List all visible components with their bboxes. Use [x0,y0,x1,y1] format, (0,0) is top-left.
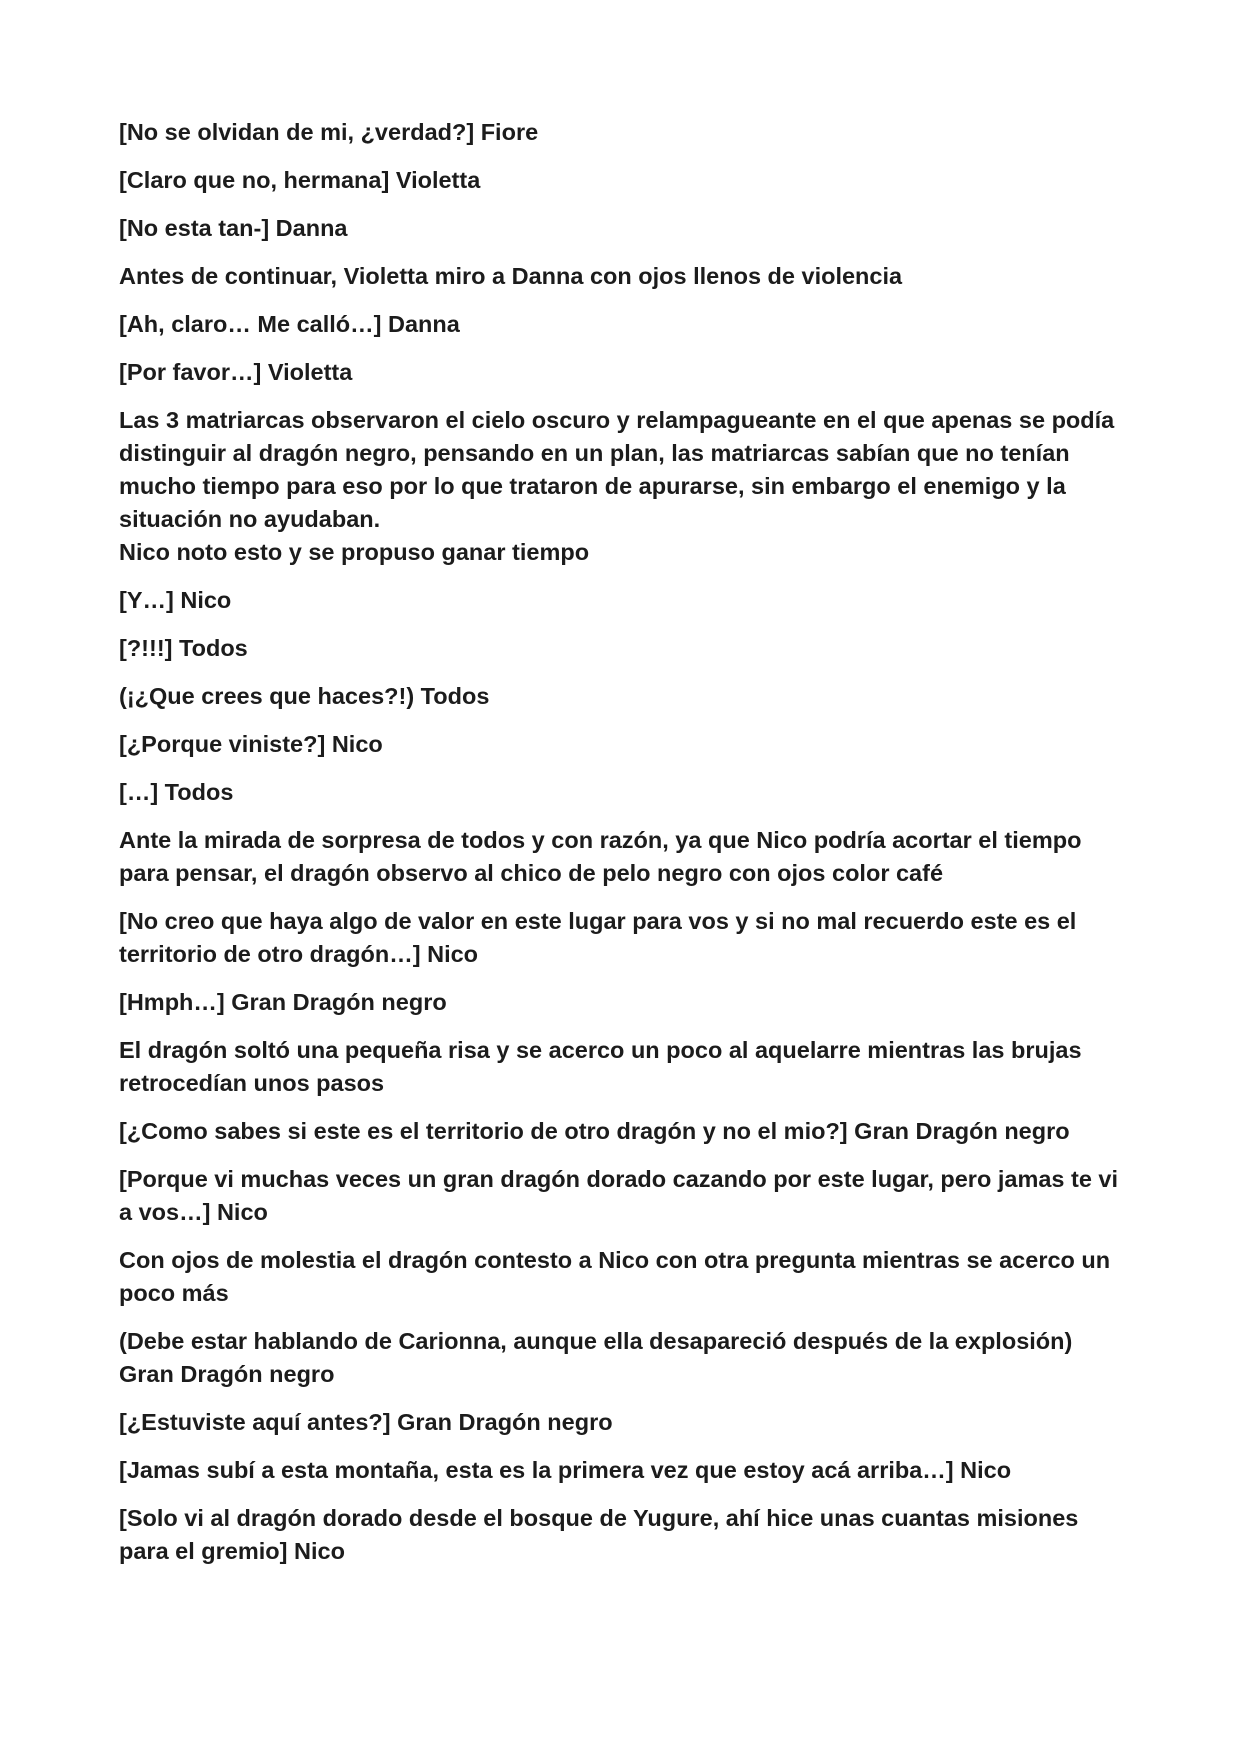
dialogue-line: [No se olvidan de mi, ¿verdad?] Fiore [119,119,539,145]
narration-paragraph: Antes de continuar, Violetta miro a Danna con ojos llenos de violencia [119,263,903,289]
narration-paragraph: Nico noto esto y se propuso ganar tiempo [119,539,590,565]
dialogue-line: [¿Estuviste aquí antes?] Gran Dragón negro [119,1409,613,1435]
dialogue-line: [¿Como sabes si este es el territorio de otro dragón y no el mio?] Gran Dragón negro [119,1118,1070,1144]
narration-paragraph: Ante la mirada de sorpresa de todos y con razón, ya que Nico podría acortar el tiempo para pensar, el dragón observo al chico de pelo negro con ojos color café [119,827,1082,886]
narration-paragraph: Con ojos de molestia el dragón contesto a Nico con otra pregunta mientras se acerco un poco más [119,1247,1111,1306]
narration-paragraph: El dragón soltó una pequeña risa y se acerco un poco al aquelarre mientras las brujas retrocedían unos pasos [119,1037,1082,1096]
thought-line: (Debe estar hablando de Carionna, aunque ella desapareció después de la explosión) Gran Dragón negro [119,1328,1073,1387]
dialogue-line: [Y…] Nico [119,587,232,613]
dialogue-line: [Claro que no, hermana] Violetta [119,167,481,193]
dialogue-line: [Ah, claro… Me calló…] Danna [119,311,460,337]
dialogue-line: [Hmph…] Gran Dragón negro [119,989,447,1015]
dialogue-line: [¿Porque viniste?] Nico [119,731,383,757]
narration-paragraph: Las 3 matriarcas observaron el cielo oscuro y relampagueante en el que apenas se podía distinguir al dragón negro, pensando en un plan, las matriarcas sabían que no tenían mucho tiempo para eso por lo que trataron de apurarse, sin embargo el enemigo y la situación no ayudaban. [119,407,1115,532]
dialogue-line: [No esta tan-] Danna [119,215,348,241]
document-body [119,116,1129,1583]
dialogue-line: [Solo vi al dragón dorado desde el bosque de Yugure, ahí hice unas cuantas misiones para el gremio] Nico [119,1505,1079,1564]
dialogue-line: [Porque vi muchas veces un gran dragón dorado cazando por este lugar, pero jamas te vi a vos…] Nico [119,1166,1119,1225]
dialogue-line: [Por favor…] Violetta [119,359,353,385]
dialogue-line: [No creo que haya algo de valor en este lugar para vos y si no mal recuerdo este es el territorio de otro dragón…] Nico [119,908,1077,967]
dialogue-line: [?!!!] Todos [119,635,248,661]
dialogue-line: […] Todos [119,779,234,805]
thought-line: (¡¿Que crees que haces?!) Todos [119,683,490,709]
dialogue-line: [Jamas subí a esta montaña, esta es la primera vez que estoy acá arriba…] Nico [119,1457,1012,1483]
